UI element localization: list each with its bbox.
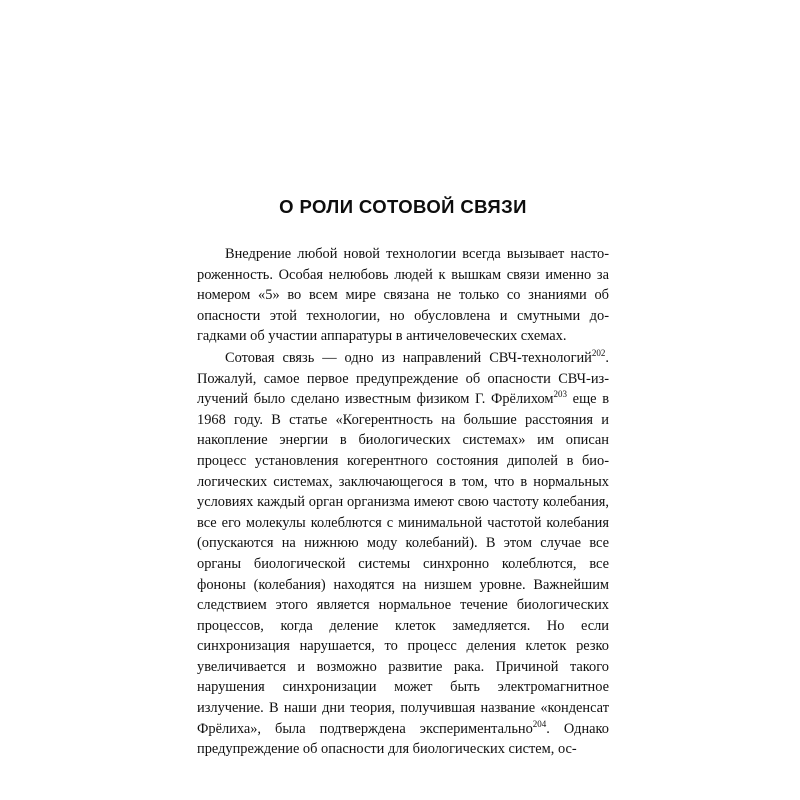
paragraph-2: Сотовая связь — одно из направлений СВЧ-технологий$^{202}$. Пожалуй, самое первое предупреждение об опасности СВЧ-излучений было сделано известным физиком Г. Фрёлихом$^{203}$ еще в 1968 году. В статье «Когерентность на большие расстояния и накопление энергии в биологических системах» им описан процесс установления когерентного состояния диполей в биологических системах, заключающегося в том, что в нормальных условиях каждый орган организма имеют свою частоту колебания, все его молекулы колеблются с минимальной частотой колебания (опускаются на нижнюю моду колебаний). В этом случае все органы биологической системы синхронно колеблются, все фононы (колебания) находятся на низшем уровне. Важнейшим следствием этого является нормальное течение биологических процессов, когда деление клеток замедляется. Но если синхронизация нарушается, то процесс деления клеток резко увеличивается и возможно развитие рака. Причиной такого нарушения синхронизации может быть электромагнитное излучение. В наши дни теория, получившая название «конденсат Фрёлиха», была подтверждена экспериментально$^{204}$. Однако предупреждение об опасности для биологических систем, ос- <box>197 348 609 758</box>
page-title: О РОЛИ СОТОВОЙ СВЯЗИ <box>279 196 527 217</box>
footnote-marker: 202 <box>591 348 606 359</box>
footnote-marker: 203 <box>553 389 568 400</box>
footnote-marker: 204 <box>532 718 547 729</box>
paragraph-1: Внедрение любой новой технологии всегда вызывает настороженность. Особая нелюбовь людей к вышкам связи именно за номером «5» во всем мире связана не только со знаниями об опасности этой технологии, но обусловлена и смутными догадками об участии аппаратуры в античеловеческих схемах. <box>197 246 609 345</box>
page-text-block <box>197 196 609 760</box>
